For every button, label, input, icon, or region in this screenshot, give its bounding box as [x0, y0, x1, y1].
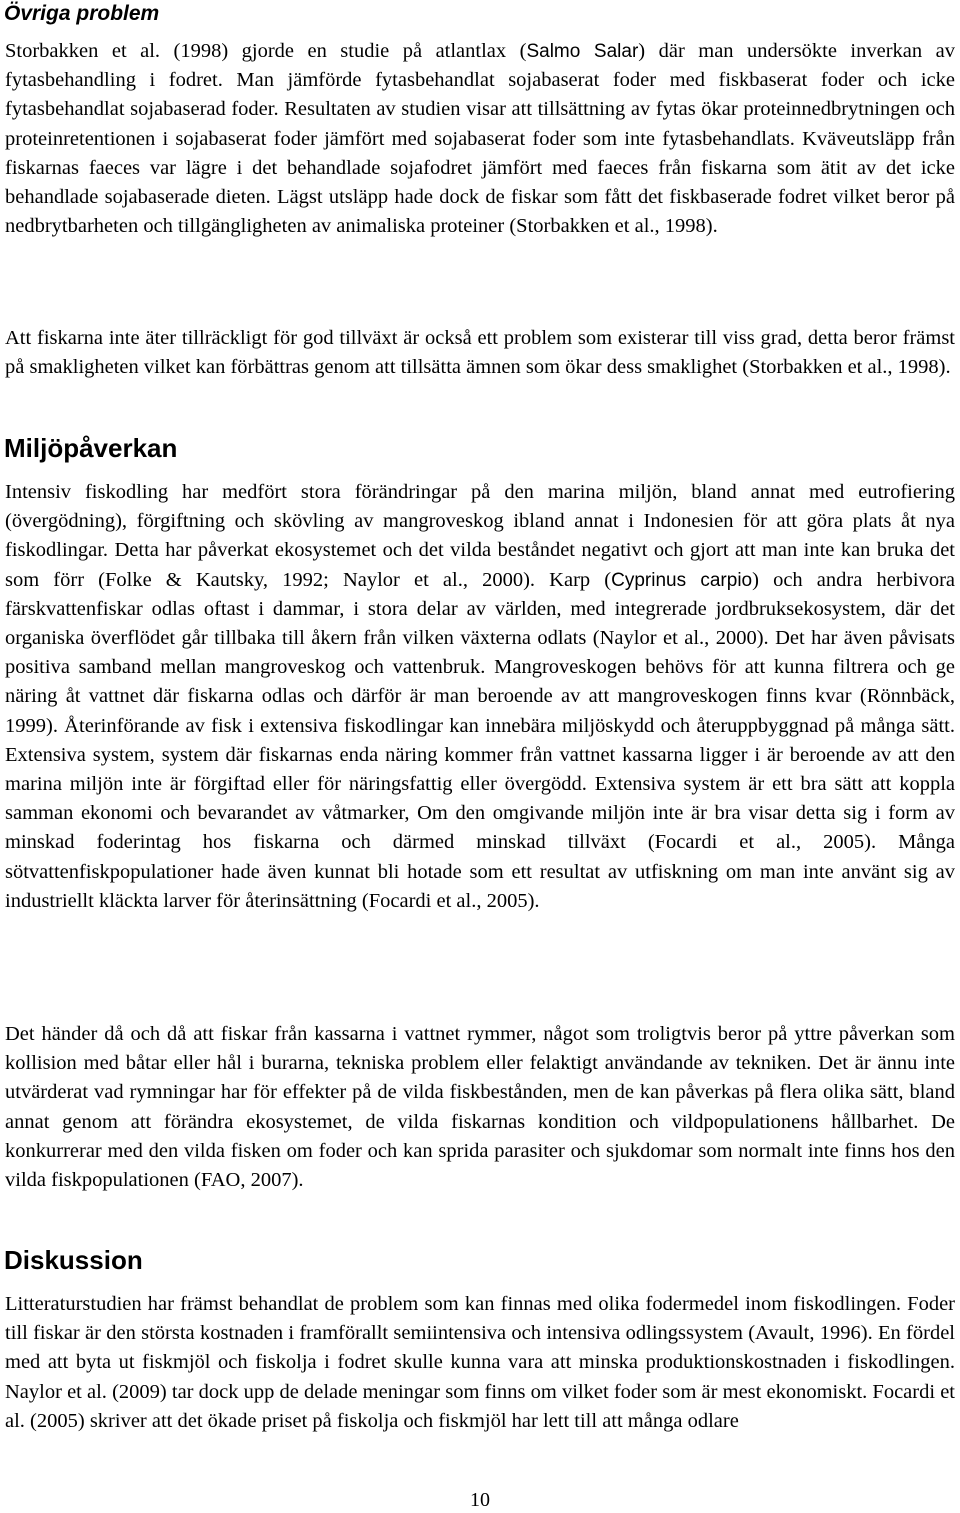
section-heading-diskussion: Diskussion [4, 1245, 143, 1275]
section-heading-miljopaverkan: Miljöpåverkan [4, 433, 178, 463]
paragraph-miljo-1 [5, 478, 955, 916]
paragraph-text: Intensiv fiskodling har medfört stora förändringar på den marina miljön, bland annat med eutrofiering (övergödning), förgiftning och skövling av mangroveskog ibland annat i Indonesien för att göra plats åt nya fiskodlingar. Detta har påverkat ekosystemet och det vilda beståndet negativt och gjort att man inte kan bruka det som förr (Folke & Kautsky, 1992; Naylor et al., 2000). Karp ( [5, 481, 955, 591]
species-name: Cyprinus carpio [611, 569, 753, 591]
paragraph-text: ) där man undersökte inverkan av fytasbehandling i fodret. Man jämförde fytasbehandlat sojabaserat foder med fiskbaserat foder och icke fytasbehandlat sojabaserad foder. Resultaten av studien visar att tillsättning av fytas ökar proteinnedbrytningen och proteinretentionen i sojabaserat foder jämfört med sojabaserat foder som inte fytasbehandlats. Kväveutsläpp från fiskarnas faeces var lägre i det behandlade sojafodret jämfört med faeces från fiskarna som ätit av det icke behandlade sojabaserade dieten. Lägst utsläpp hade dock de fiskar som fått det fiskbaserade fodret vilket beror på nedbrytbarheten och tillgängligheten av animaliska proteiner (Storbakken et al., 1998). [5, 40, 955, 238]
paragraph-ovriga-1 [5, 37, 955, 241]
paragraph-text: Storbakken et al. (1998) gjorde en studie på atlantlax ( [5, 40, 527, 62]
paragraph-ovriga-2: Att fiskarna inte äter tillräckligt för god tillväxt är också ett problem som existerar till viss grad, detta beror främst på smakligheten vilket kan förbättras genom att tillsätta ämnen som ökar dess smaklighet (Storbakken et al., 1998). [5, 327, 955, 379]
page-number: 10 [470, 1489, 490, 1511]
paragraph-miljo-2: Det händer då och då att fiskar från kassarna i vattnet rymmer, något som troligtvis beror på yttre påverkan som kollision med båtar eller hål i burarna, tekniska problem eller felaktigt användande av tekniken. Det är ännu inte utvärderat vad rymningar har för effekter på de vilda fiskbestånden, men de kan påverkas på flera olika sätt, bland annat genom att förändra ekosystemet, de vilda fiskarnas kondition och vildpopulationens hållbarhet. De konkurrerar med den vilda fisken om foder och kan sprida parasiter och sjukdomar som normalt inte finns hos den vilda fiskpopulationen (FAO, 2007). [5, 1023, 955, 1192]
paragraph-diskussion-1: Litteraturstudien har främst behandlat de problem som kan finnas med olika fodermedel inom fiskodlingen. Foder till fiskar är den största kostnaden i framförallt semiintensiva och intensiva odlingssystem (Avault, 1996). En fördel med att byta ut fiskmjöl och fiskolja i fodret skulle kunna vara att minska produktionskostnaden i fiskodlingen. Naylor et al. (2009) tar dock upp de delade meningar som finns om vilket foder som är mest ekonomiskt. Focardi et al. (2005) skriver att det ökade priset på fiskolja och fiskmjöl har lett till att många odlare [5, 1293, 955, 1432]
species-name: Salmo Salar [526, 41, 639, 62]
paragraph-text: ) och andra herbivora färskvattenfiskar odlas oftast i dammar, i stora delar av världen, med integrerade jordbruksekosystem, där det organiska överflödet går tillbaka till åkern från vilken växterna odlats (Naylor et al., 2000). Det har även påvisats positiva samband mellan mangroveskog och vattenbruk. Mangroveskogen behövs för att kunna filtrera och ge näring åt vattnet där fiskarna odlas och därför är man beroende av att mangroveskogen finns kvar (Rönnbäck, 1999). Återinförande av fisk i extensiva fiskodlingar kan innebära miljöskydd och återuppbyggnad på många sätt. Extensiva system, system där fiskarnas enda näring kommer från vattnet kassarna ligger i är beroende av att den marina miljön inte är förgiftad eller för näringsfattig eller övergödd. Extensiva system är ett bra sätt att koppla samman ekonomi och bevarandet av våtmarker, Om den omgivande miljön inte är bra visar detta sig i form av minskad foderintag hos fiskarna och därmed minskad tillväxt (Focardi et al., 2005). Många sötvattenfiskpopulationer hade även kunnat bli hotade som ett resultat av utfiskning om man inte använt sig av industriellt kläckta larver för återinsättning (Focardi et al., 2005). [5, 568, 956, 912]
section-heading-ovriga-problem: Övriga problem [4, 2, 160, 25]
